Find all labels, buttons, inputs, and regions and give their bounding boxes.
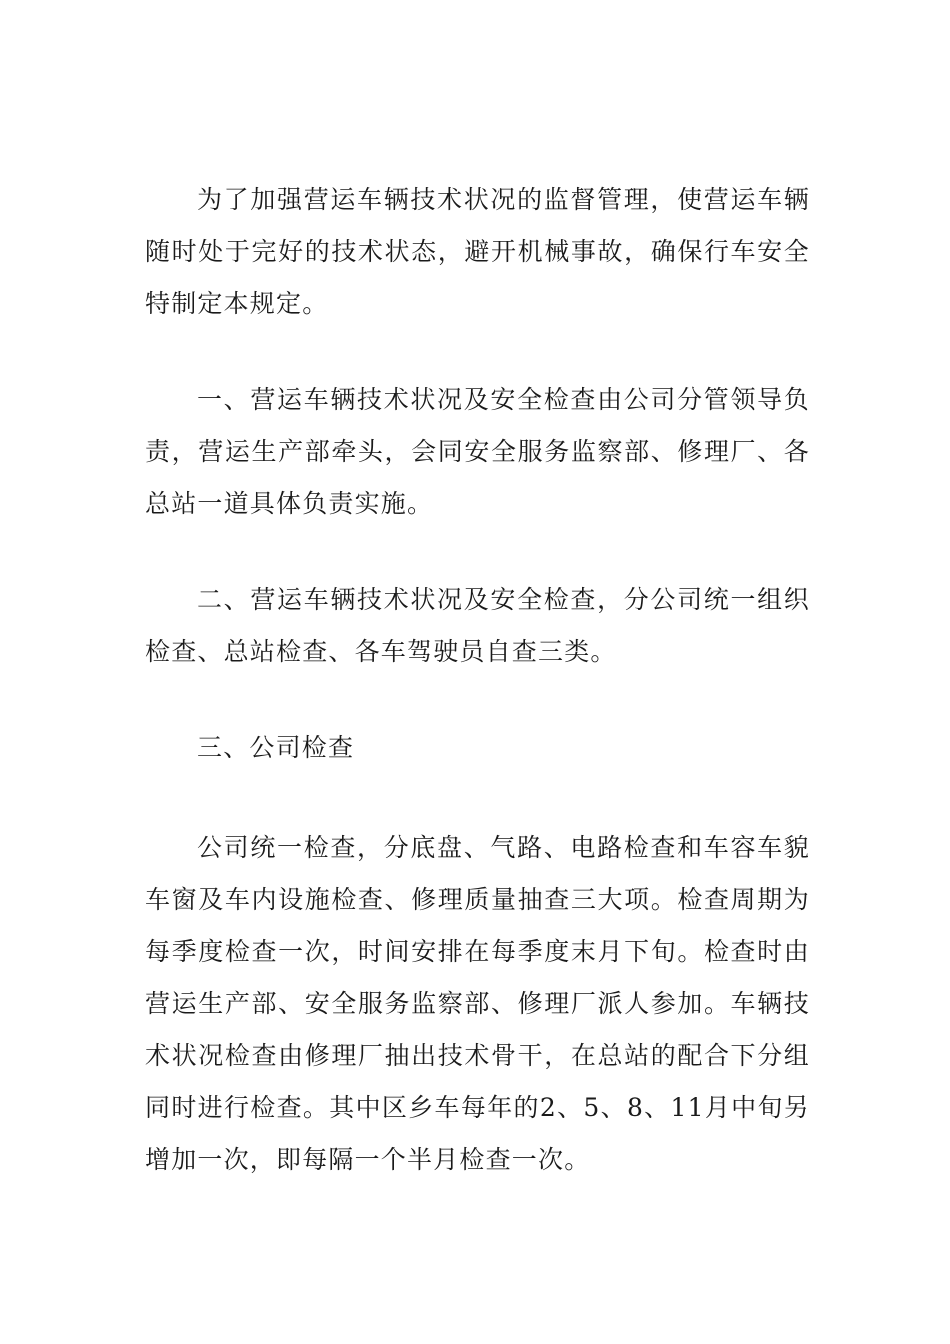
section-one-paragraph: 一、营运车辆技术状况及安全检查由公司分管领导负责，营运生产部牵头，会同安全服务监察部、修理厂、各总站一道具体负责实施。 <box>145 385 810 518</box>
intro-paragraph: 为了加强营运车辆技术状况的监督管理，使营运车辆随时处于完好的技术状态，避开机械事故，确保行车安全特制定本规定。 <box>145 185 810 318</box>
section-two-paragraph: 二、营运车辆技术状况及安全检查，分公司统一组织检查、总站检查、各车驾驶员自查三类。 <box>145 585 810 666</box>
section-three-heading: 三、公司检查 <box>197 733 355 762</box>
company-inspection-paragraph: 公司统一检查，分底盘、气路、电路检查和车容车貌车窗及车内设施检查、修理质量抽查三大项。检查周期为每季度检查一次，时间安排在每季度末月下旬。检查时由营运生产部、安全服务监察部、修理厂派人参加。车辆技术状况检查由修理厂抽出技术骨干，在总站的配合下分组同时进行检查。其中区乡车每年的2、5、8、11月中旬另增加一次，即每隔一个半月检查一次。 <box>145 833 810 1174</box>
